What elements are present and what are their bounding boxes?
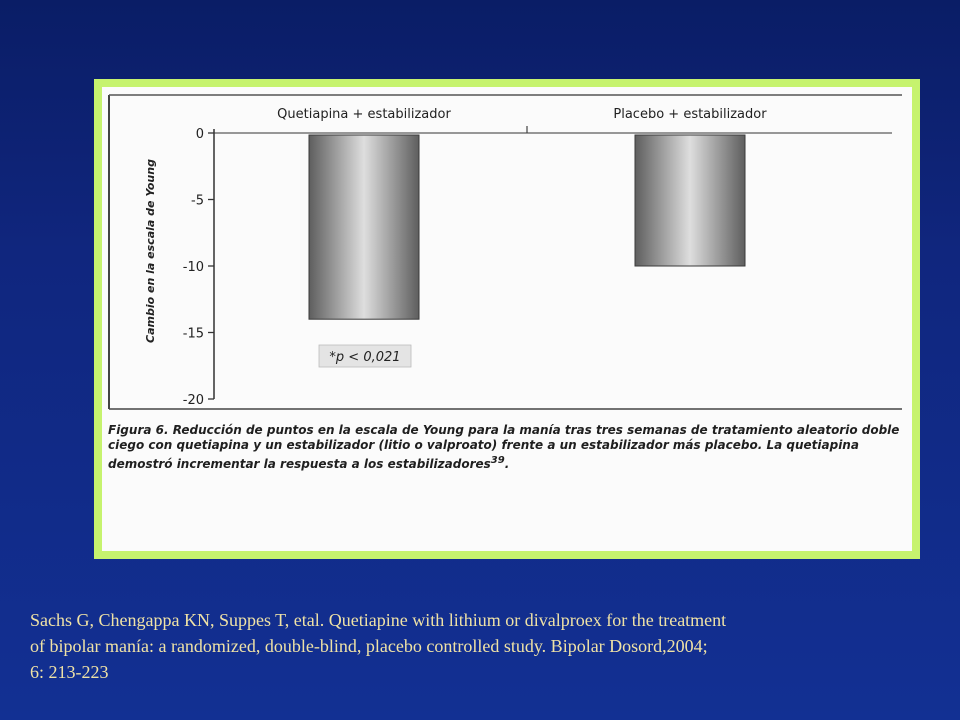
- citation-line-2: of bipolar manía: a randomized, double-blind, placebo controlled study. Bipolar Dosord,2004;: [30, 636, 708, 656]
- figure-caption: [108, 423, 908, 472]
- bar-2: [635, 135, 745, 266]
- citation-line-3: 6: 213-223: [30, 662, 109, 682]
- y-tick-label: -10: [182, 260, 204, 275]
- bar-chart: [102, 87, 912, 417]
- y-axis-title: Cambio en la escala de Young: [144, 159, 157, 343]
- y-tick-label: -5: [191, 193, 204, 209]
- y-tick-label: -15: [182, 326, 204, 342]
- y-tick-label: -20: [182, 393, 204, 408]
- caption-superscript: 39: [490, 455, 505, 466]
- caption-text: Figura 6. Reducción de puntos en la escala de Young para la manía tras tres semanas de tratamiento aleatorio doble ciego con quetiapina y un estabilizador (litio o valproato) frente a un estabilizador más placebo. La quetiapina demostró incrementar la respuesta a los estabilizadores: [108, 423, 900, 471]
- category-label-1: Quetiapina + estabilizador: [277, 107, 451, 122]
- citation-line-1: Sachs G, Chengappa KN, Suppes T, etal. Quetiapine with lithium or divalproex for the treatment: [30, 610, 727, 630]
- reference-citation: [30, 607, 940, 685]
- category-label-2: Placebo + estabilizador: [613, 107, 767, 122]
- y-tick-label: 0: [195, 127, 204, 142]
- significance-annotation: *p < 0,021: [329, 350, 401, 365]
- figure-scan: [102, 87, 912, 551]
- caption-end: .: [504, 457, 510, 471]
- bar-1: [309, 135, 419, 319]
